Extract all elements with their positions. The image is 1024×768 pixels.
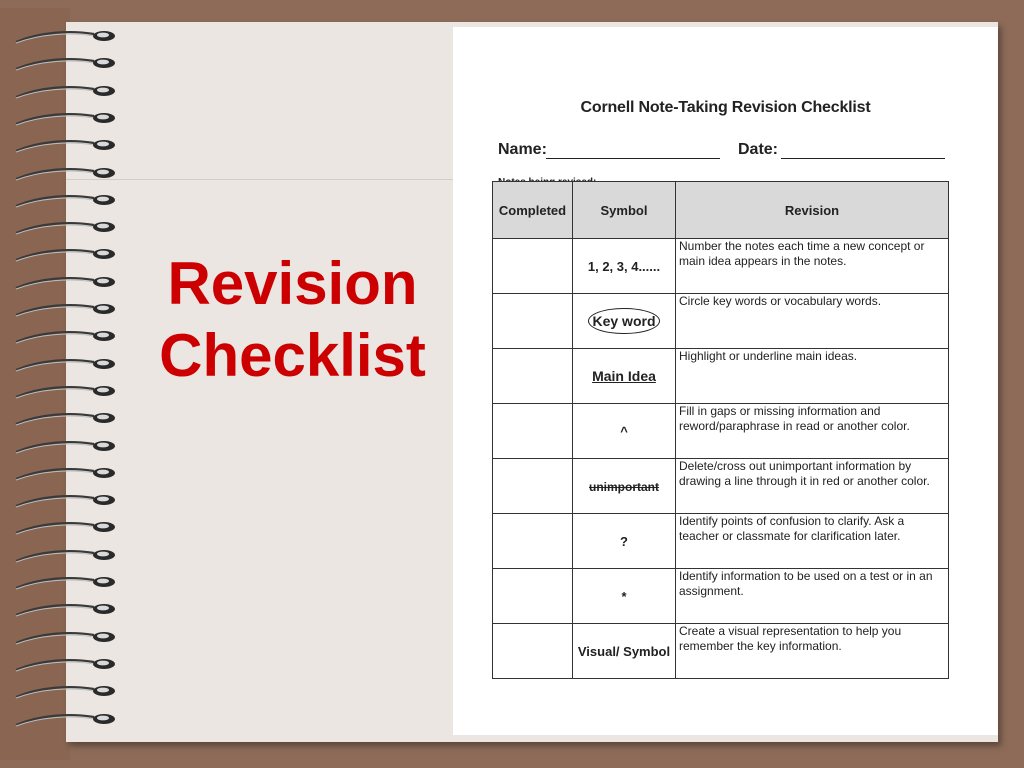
date-field-line [781, 158, 945, 159]
spiral-ring [10, 492, 120, 510]
checklist-document [453, 27, 998, 735]
completed-cell[interactable] [493, 624, 573, 679]
completed-cell[interactable] [493, 239, 573, 294]
spiral-ring [10, 383, 120, 401]
completed-cell[interactable] [493, 514, 573, 569]
date-label: Date: [738, 141, 779, 158]
completed-cell[interactable] [493, 459, 573, 514]
spiral-ring [10, 110, 120, 128]
table-row [493, 569, 949, 624]
revision-cell: Number the notes each time a new concept or main idea appears in the notes. [676, 239, 949, 294]
table-row [493, 624, 949, 679]
spiral-ring [10, 683, 120, 701]
document-title: Cornell Note-Taking Revision Checklist [580, 99, 871, 116]
revision-cell: Delete/cross out unimportant information by drawing a line through it in red or another color. [676, 459, 949, 514]
table-row [493, 239, 949, 294]
spiral-ring [10, 165, 120, 183]
spiral-ring [10, 465, 120, 483]
spiral-ring [10, 629, 120, 647]
symbol-text: unimportant [589, 479, 659, 494]
spiral-ring [10, 547, 120, 565]
table-header-row [493, 182, 949, 239]
revision-cell: Identify information to be used on a test or in an assignment. [676, 569, 949, 624]
table-row [493, 404, 949, 459]
spiral-ring [10, 711, 120, 729]
completed-cell[interactable] [493, 349, 573, 404]
completed-cell[interactable] [493, 294, 573, 349]
name-field-line [546, 158, 720, 159]
spiral-ring [10, 519, 120, 537]
symbol-text: Key word [588, 308, 659, 334]
spiral-ring [10, 656, 120, 674]
completed-cell[interactable] [493, 404, 573, 459]
spiral-binding [10, 28, 120, 738]
symbol-cell [573, 459, 676, 514]
revision-cell: Highlight or underline main ideas. [676, 349, 949, 404]
spiral-ring [10, 55, 120, 73]
name-date-row [498, 141, 958, 165]
column-header-completed: Completed [493, 182, 573, 239]
spiral-ring [10, 574, 120, 592]
symbol-text: Visual/ Symbol [577, 643, 671, 659]
spiral-ring [10, 328, 120, 346]
revision-cell: Identify points of confusion to clarify. Ask a teacher or classmate for clarification later. [676, 514, 949, 569]
notebook-top-section [66, 22, 454, 180]
revision-cell: Fill in gaps or missing information and reword/paraphrase in read or another color. [676, 404, 949, 459]
symbol-cell [573, 239, 676, 294]
name-label: Name: [498, 141, 547, 158]
slide-title-line-2: Checklist [159, 322, 426, 389]
spiral-ring [10, 192, 120, 210]
revision-cell: Circle key words or vocabulary words. [676, 294, 949, 349]
spiral-ring [10, 438, 120, 456]
revision-cell: Create a visual representation to help you remember the key information. [676, 624, 949, 679]
symbol-cell [573, 514, 676, 569]
spiral-ring [10, 219, 120, 237]
table-row [493, 459, 949, 514]
revision-table [492, 181, 949, 679]
spiral-ring [10, 28, 120, 46]
symbol-text: ? [620, 533, 628, 549]
spiral-ring [10, 137, 120, 155]
symbol-text: Main Idea [592, 368, 656, 384]
symbol-text: ^ [620, 423, 628, 439]
column-header-revision: Revision [676, 182, 949, 239]
symbol-text: * [621, 588, 627, 604]
table-row [493, 514, 949, 569]
symbol-cell [573, 569, 676, 624]
symbol-cell [573, 624, 676, 679]
symbol-cell [573, 404, 676, 459]
symbol-cell [573, 294, 676, 349]
table-row [493, 294, 949, 349]
spiral-ring [10, 356, 120, 374]
spiral-ring [10, 246, 120, 264]
slide-title [120, 248, 465, 392]
slide-title-line-1: Revision [167, 250, 418, 317]
spiral-ring [10, 83, 120, 101]
spiral-ring [10, 410, 120, 428]
spiral-ring [10, 601, 120, 619]
spiral-ring [10, 301, 120, 319]
symbol-text: 1, 2, 3, 4...... [587, 258, 661, 274]
column-header-symbol: Symbol [573, 182, 676, 239]
completed-cell[interactable] [493, 569, 573, 624]
symbol-cell [573, 349, 676, 404]
table-row [493, 349, 949, 404]
spiral-ring [10, 274, 120, 292]
